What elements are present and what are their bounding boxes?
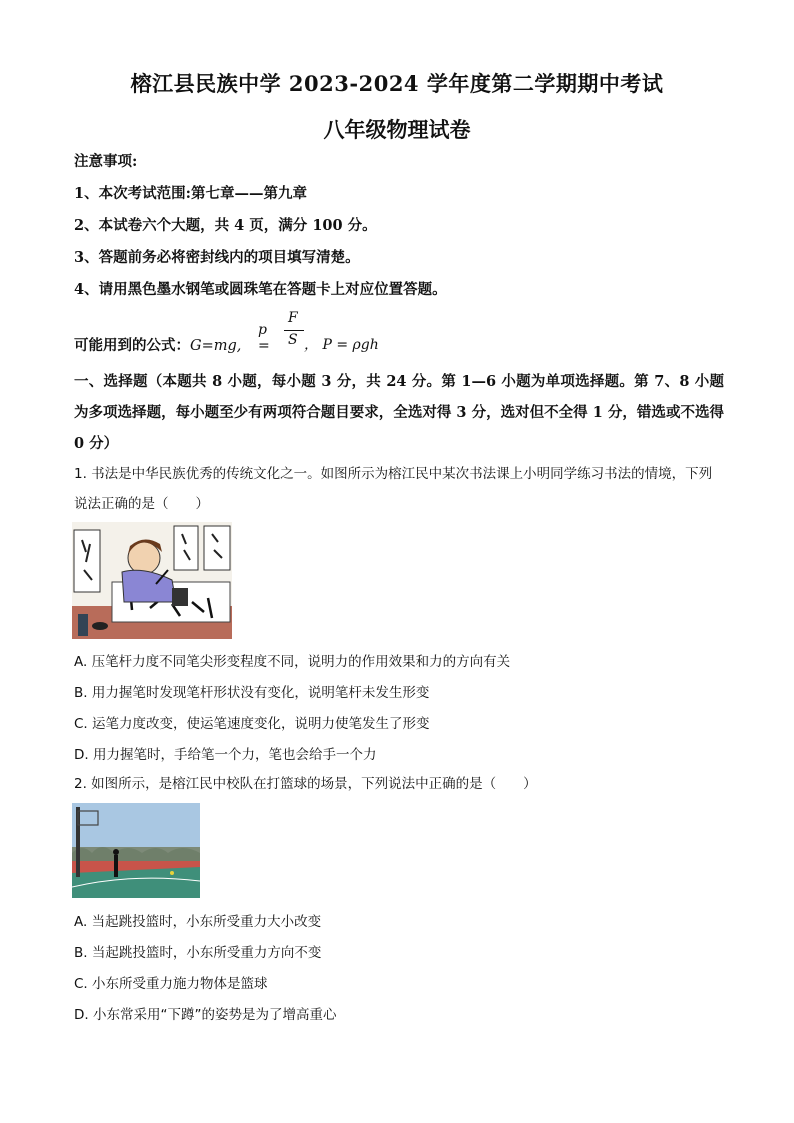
question-1-stem: 1. 书法是中华民族优秀的传统文化之一。如图所示为榕江民中某次书法课上小明同学练习书法的情境，下列说法正确的是（ ）: [74, 466, 713, 512]
formula-pressure-lhs: p =: [258, 322, 270, 354]
question-1-option-a: A. 压笔杆力度不同笔尖形变程度不同，说明力的作用效果和力的方向有关: [74, 654, 511, 670]
question-2-option-b: B. 当起跳投篮时，小东所受重力方向不变: [74, 945, 322, 961]
formula-row: [74, 334, 241, 355]
note-item: 2、本试卷六个大题，共 4 页，满分 100 分。: [74, 217, 377, 234]
note-item: 3、答题前务必将密封线内的项目填写清楚。: [74, 249, 360, 266]
exam-subtitle: 八年级物理试卷: [323, 117, 471, 142]
formula-pressure-denominator: S: [288, 332, 298, 348]
question-1-option-b: B. 用力握笔时发现笔杆形状没有变化，说明笔杆未发生形变: [74, 685, 430, 701]
calligraphy-illustration: [72, 522, 232, 639]
question-2-option-c: C. 小东所受重力施力物体是篮球: [74, 976, 268, 992]
formula-label: 可能用到的公式：: [74, 337, 190, 354]
formula-pressure-numerator: F: [288, 310, 298, 326]
question-1-option-c: C. 运笔力度改变，使运笔速度变化，说明力使笔发生了形变: [74, 716, 430, 732]
question-2-option-d: D. 小东常采用“下蹲”的姿势是为了增高重心: [74, 1007, 337, 1023]
basketball-court-photo: [72, 803, 200, 898]
fraction-bar: [284, 330, 304, 331]
question-1-option-d: D. 用力握笔时，手给笔一个力，笔也会给手一个力: [74, 747, 377, 763]
question-2-stem: 2. 如图所示，是榕江民中校队在打篮球的场景，下列说法中正确的是（ ）: [74, 776, 537, 792]
note-item: 4、请用黑色墨水钢笔或圆珠笔在答题卡上对应位置答题。: [74, 281, 447, 298]
notes-heading: 注意事项:: [74, 153, 138, 170]
exam-title: 榕江县民族中学 2023-2024 学年度第二学期期中考试: [130, 71, 664, 96]
formula-liquid-pressure: [304, 334, 379, 354]
section-1-instructions: 一、选择题（本题共 8 小题，每小题 3 分，共 24 分。第 1—6 小题为单项选择题。第 7、8 小题为多项选择题，每小题至少有两项符合题目要求，全选对得 3 分，选对但不全得 1 分，错选或不选得 0 分）: [74, 373, 724, 452]
formula-gravity: G=mg,: [190, 338, 242, 354]
formula-liquid-pressure-text: ， P = ρgh: [304, 337, 379, 353]
note-item: 1、本次考试范围:第七章——第九章: [74, 185, 307, 202]
question-2-option-a: A. 当起跳投篮时，小东所受重力大小改变: [74, 914, 322, 930]
